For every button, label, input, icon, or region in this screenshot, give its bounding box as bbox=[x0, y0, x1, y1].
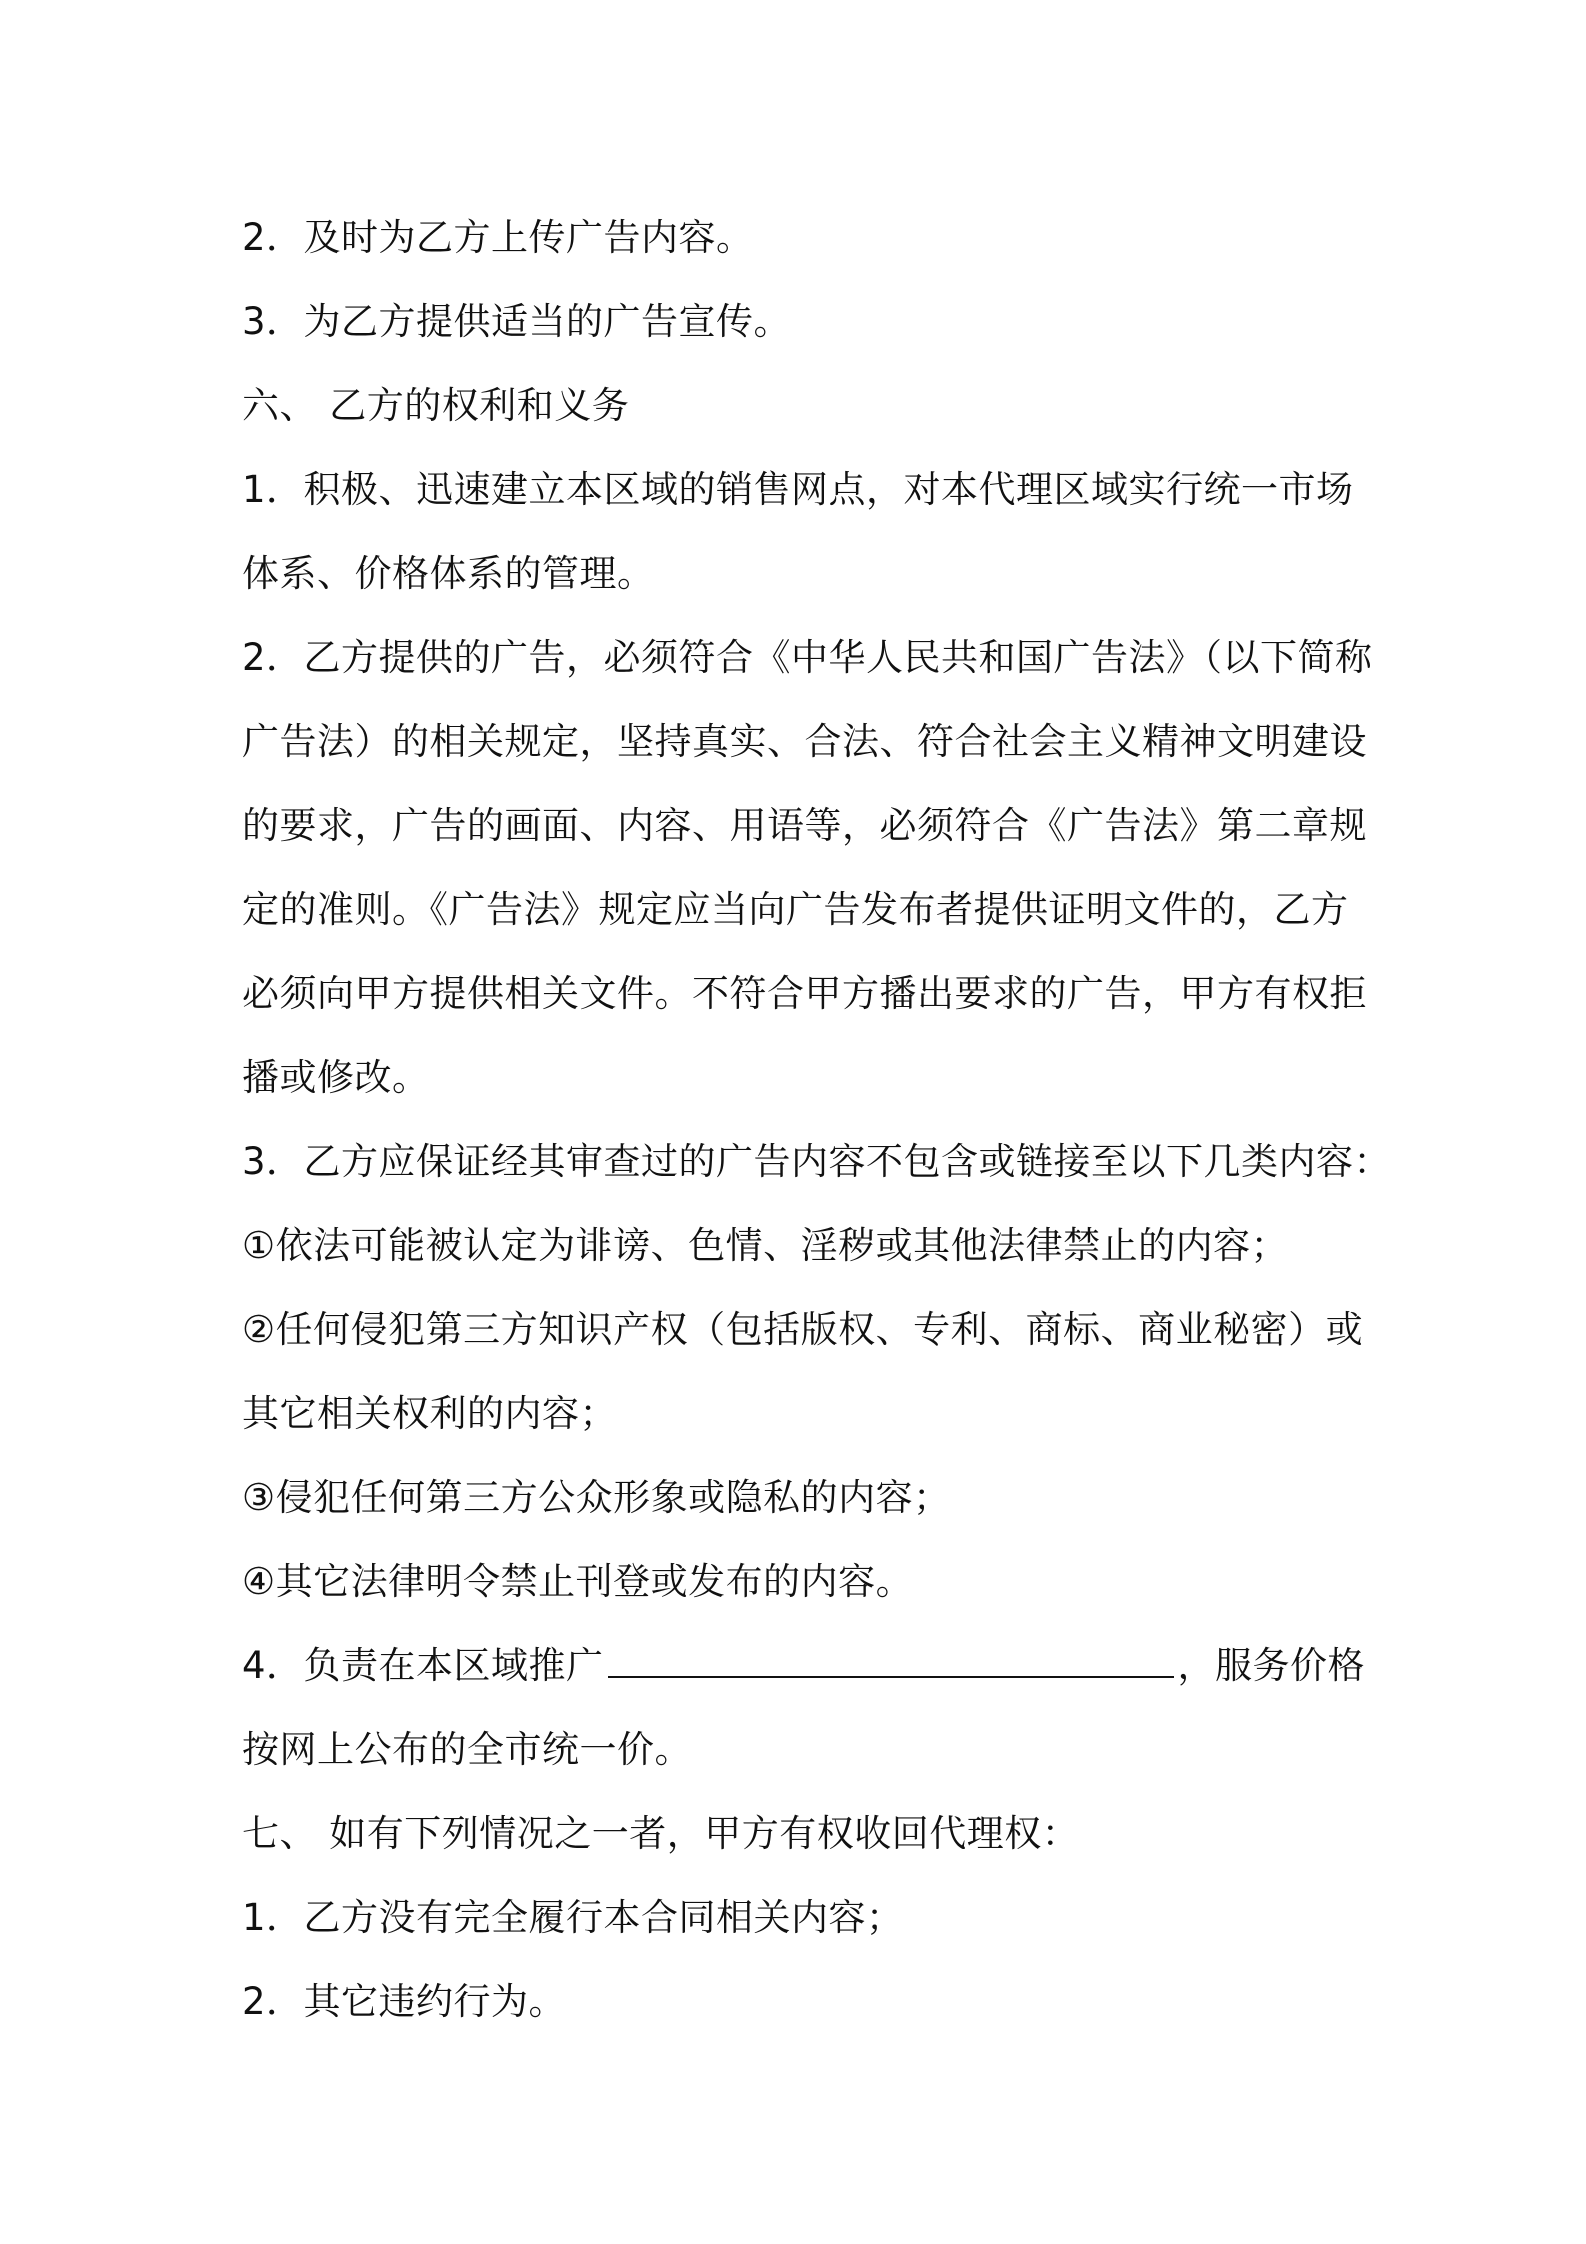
list-item: ①依法可能被认定为诽谤、色情、淫秽或其他法律禁止的内容； bbox=[242, 1224, 1289, 1267]
section-heading: 七、 如有下列情况之一者，甲方有权收回代理权： bbox=[242, 1812, 1080, 1855]
text-line: 定的准则。《广告法》规定应当向广告发布者提供证明文件的，乙方 bbox=[242, 888, 1349, 931]
text-line: 2．其它违约行为。 bbox=[242, 1980, 567, 2023]
text-line: 必须向甲方提供相关文件。不符合甲方播出要求的广告，甲方有权拒 bbox=[242, 972, 1367, 1015]
text-line: 1．积极、迅速建立本区域的销售网点，对本代理区域实行统一市场 bbox=[242, 468, 1354, 511]
text-line: 2．及时为乙方上传广告内容。 bbox=[242, 216, 754, 259]
list-item: ③侵犯任何第三方公众形象或隐私的内容； bbox=[242, 1476, 951, 1519]
text-line: 的要求，广告的画面、内容、用语等，必须符合《广告法》第二章规 bbox=[242, 804, 1367, 847]
text-line: 2．乙方提供的广告，必须符合《中华人民共和国广告法》（以下简称 bbox=[242, 636, 1373, 679]
list-item: ②任何侵犯第三方知识产权（包括版权、专利、商标、商业秘密）或 bbox=[242, 1308, 1364, 1351]
text-line: 3．为乙方提供适当的广告宣传。 bbox=[242, 300, 792, 343]
text-line: 广告法）的相关规定，坚持真实、合法、符合社会主义精神文明建设 bbox=[242, 720, 1367, 763]
blank-prefix-text: 4．负责在本区域推广 bbox=[242, 1644, 604, 1687]
text-line: 体系、价格体系的管理。 bbox=[242, 552, 655, 595]
document-body bbox=[242, 196, 1392, 2044]
text-line-with-blank bbox=[242, 1624, 1366, 1708]
fill-in-blank[interactable] bbox=[608, 1646, 1174, 1678]
text-line: 其它相关权利的内容； bbox=[242, 1392, 617, 1435]
text-line: 播或修改。 bbox=[242, 1056, 430, 1099]
text-line: 3．乙方应保证经其审查过的广告内容不包含或链接至以下几类内容： bbox=[242, 1140, 1392, 1183]
list-item: ④其它法律明令禁止刊登或发布的内容。 bbox=[242, 1560, 914, 1603]
text-line: 按网上公布的全市统一价。 bbox=[242, 1728, 692, 1771]
text-line: 1．乙方没有完全履行本合同相关内容； bbox=[242, 1896, 904, 1939]
section-heading: 六、 乙方的权利和义务 bbox=[242, 384, 630, 427]
blank-suffix-text: ，服务价格 bbox=[1177, 1644, 1366, 1687]
